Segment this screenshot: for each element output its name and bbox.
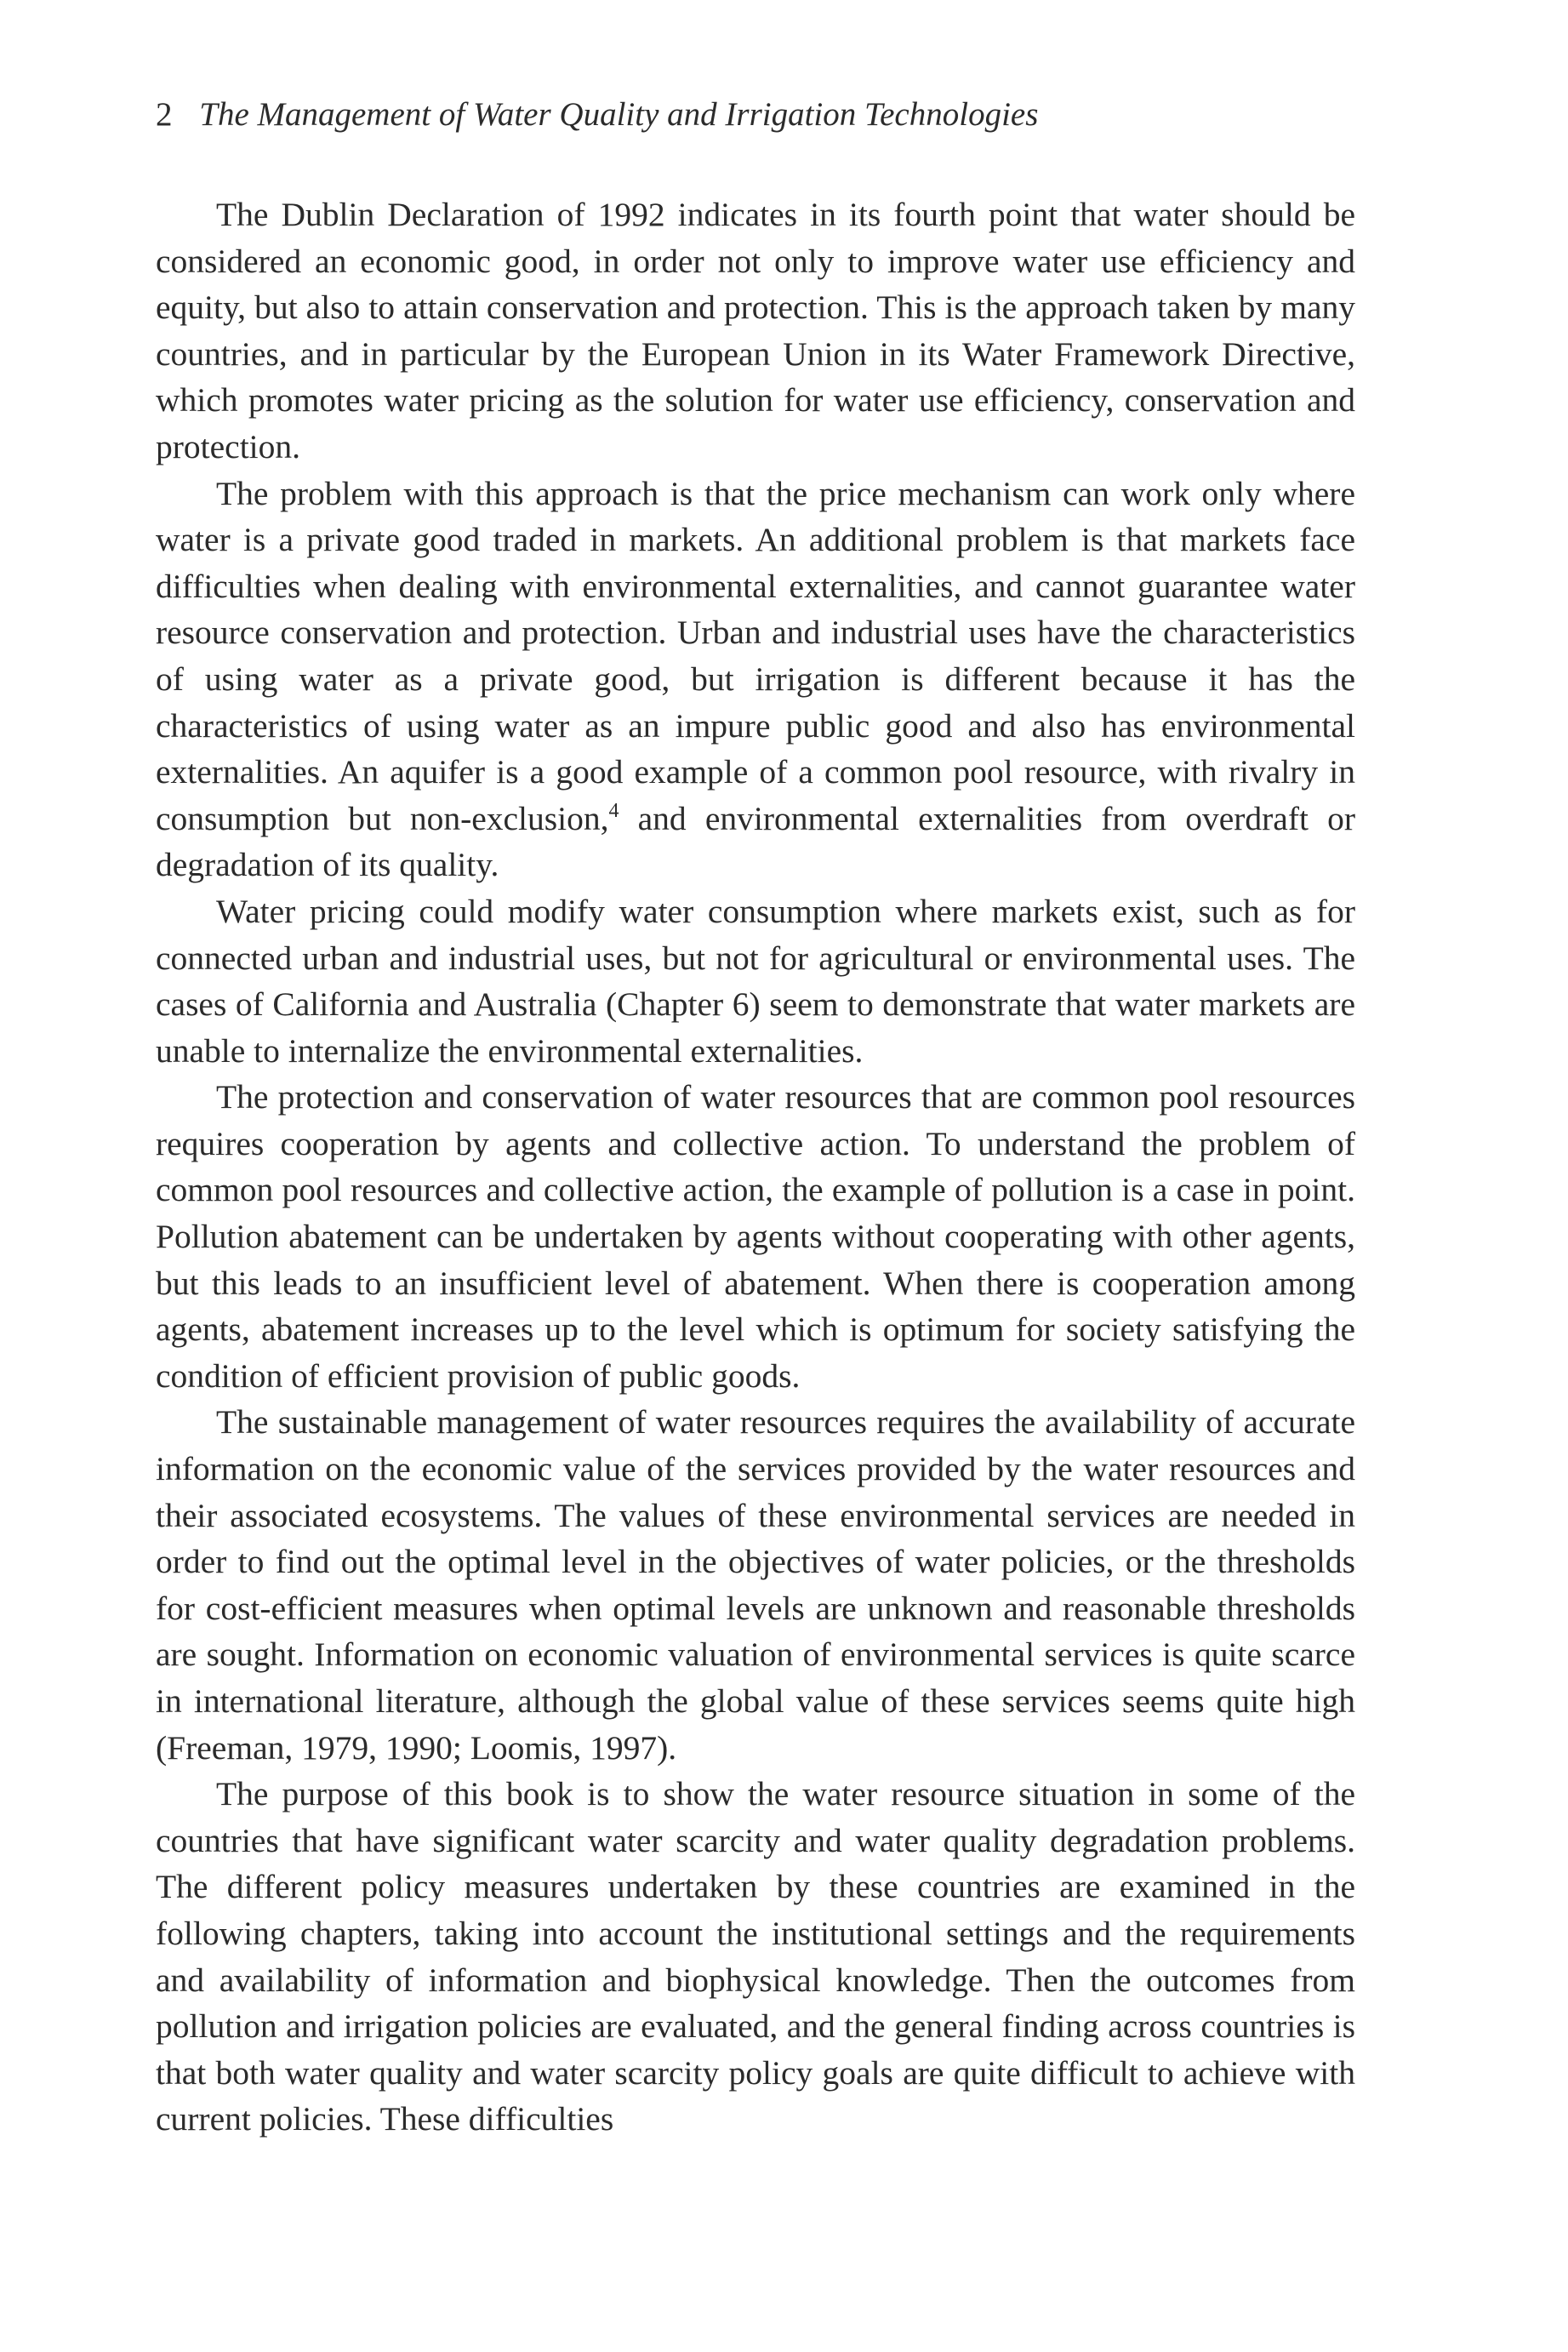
paragraph-price-mechanism <box>156 471 1355 888</box>
paragraph-dublin-declaration: The Dublin Declaration of 1992 indicates in its fourth point that water should be considered an economic good, in order not only to improve water use efficiency and equity, but also to attain conservation and protection. This is the approach taken by many countries, and in particular by the European Union in its Water Framework Directive, which promotes water pricing as the solution for water use efficiency, conservation and protection. <box>156 196 1355 465</box>
paragraph-book-purpose: The purpose of this book is to show the water resource situation in some of the countries that have significant water scarcity and water quality degradation problems. The different policy measures undertaken by these countries are examined in the following chapters, taking into account the institutional settings and the requirements and availability of information and biophysical knowledge. Then the outcomes from pollution and irrigation policies are evaluated, and the general finding across countries is that both water quality and water scarcity policy goals are quite difficult to achieve with current policies. These difficulties <box>156 1775 1355 2138</box>
body-text <box>156 191 1355 2143</box>
paragraph-text: The problem with this approach is that the price mechanism can work only where water is a private good traded in markets. An additional problem is that markets face difficulties when dealing with environmental externalities, and cannot guarantee water resource conservation and protection. Urban and industrial uses have the characteristics of using water as a private good, but irrigation is different because it has the characteristics of using water as an impure public good and also has environmental externalities. An aquifer is a good example of a common pool resource, with rivalry in consumption but non-exclusion, <box>156 474 1355 837</box>
running-head-title: The Management of Water Quality and Irrigation Technologies <box>199 96 1039 133</box>
paragraph-text: and environmental externalities from overdraft or degradation of its quality. <box>156 799 1355 884</box>
paragraph-collective-action: The protection and conservation of water resources that are common pool resources requires cooperation by agents and collective action. To understand the problem of common pool resources and collective action, the example of pollution is a case in point. Pollution abatement can be undertaken by agents without cooperating with other agents, but this leads to an insufficient level of abatement. When there is cooperation among agents, abatement increases up to the level which is optimum for society satisfying the condition of efficient provision of public goods. <box>156 1078 1355 1395</box>
book-page <box>156 92 1355 2143</box>
paragraph-water-pricing: Water pricing could modify water consumption where markets exist, such as for connected urban and industrial uses, but not for agricultural or environmental uses. The cases of California and Australia (Chapter 6) seem to demonstrate that water markets are unable to internalize the environmental externalities. <box>156 892 1355 1070</box>
footnote-ref[interactable]: 4 <box>608 799 619 822</box>
paragraph-sustainable-management: The sustainable management of water resources requires the availability of accurate information on the economic value of the services provided by the water resources and their associated ecosystems. The values of these environmental services are needed in order to find out the optimal level in the objectives of water policies, or the thresholds for cost-efficient measures when optimal levels are unknown and reasonable thresholds are sought. Information on economic valuation of environmental services is quite scarce in international literature, although the global value of these services seems quite high (Freeman, 1979, 1990; Loomis, 1997). <box>156 1403 1355 1767</box>
running-head <box>156 92 1355 138</box>
page-number: 2 <box>156 96 173 133</box>
